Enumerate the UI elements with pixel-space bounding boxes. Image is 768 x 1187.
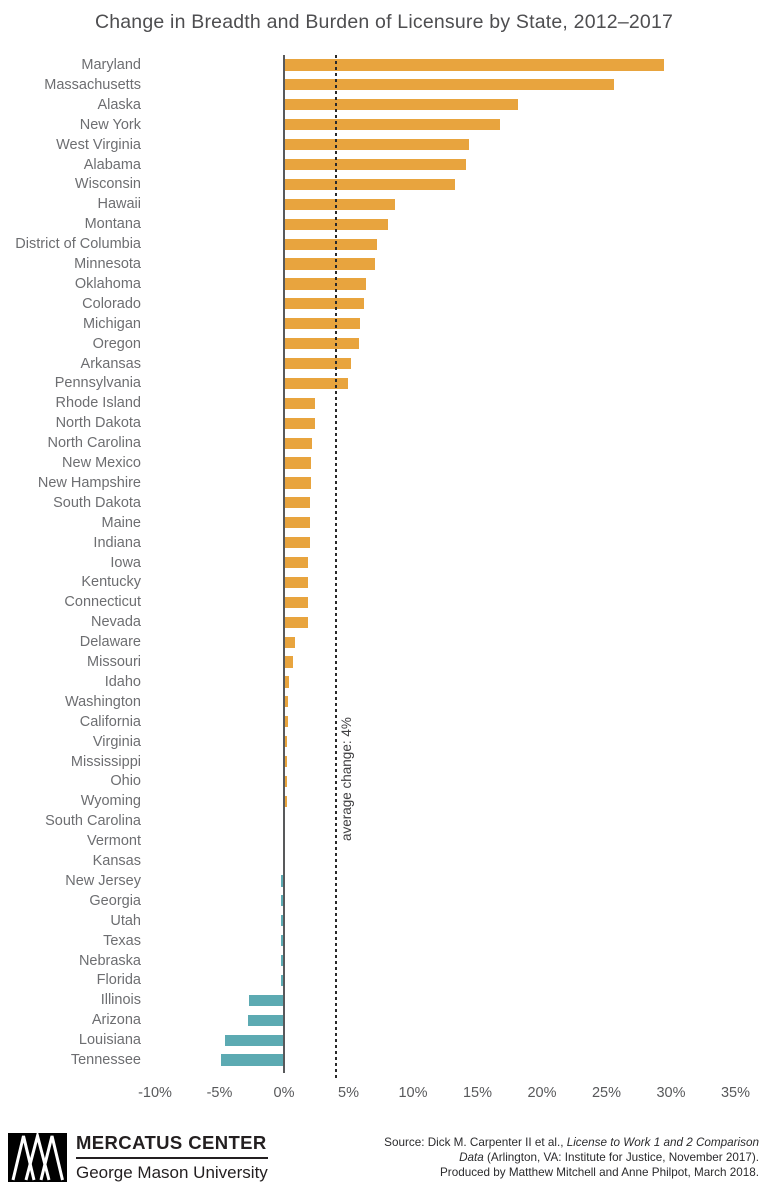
average-line-label: average change: 4% — [339, 717, 354, 841]
chart-row — [0, 155, 768, 175]
chart-row — [0, 572, 768, 592]
chart-row — [0, 831, 768, 851]
x-tick-label: 25% — [591, 1085, 622, 1101]
chart-row — [0, 871, 768, 891]
logo-org-name: MERCATUS CENTER — [76, 1134, 268, 1159]
chart-row — [0, 632, 768, 652]
chart-row — [0, 214, 768, 234]
chart-row — [0, 373, 768, 393]
x-tick-label: -10% — [138, 1085, 172, 1101]
chart-row — [0, 354, 768, 374]
chart-row — [0, 393, 768, 413]
chart-row — [0, 970, 768, 990]
chart-row — [0, 851, 768, 871]
state-bar — [285, 438, 312, 449]
state-label: South Dakota — [53, 494, 141, 511]
chart-row — [0, 612, 768, 632]
chart-row — [0, 652, 768, 672]
chart-row — [0, 433, 768, 453]
state-label: Washington — [64, 693, 141, 710]
state-bar — [285, 258, 375, 269]
state-label: North Carolina — [47, 435, 141, 452]
state-label: Wisconsin — [74, 176, 141, 193]
state-bar — [285, 756, 287, 767]
chart-row — [0, 75, 768, 95]
state-label: Hawaii — [97, 196, 141, 213]
state-label: Montana — [84, 216, 141, 233]
state-bar — [248, 1015, 283, 1026]
state-label: District of Columbia — [15, 236, 141, 253]
state-bar — [285, 119, 500, 130]
state-label: Michigan — [82, 315, 141, 332]
state-label: Oregon — [92, 335, 141, 352]
state-bar — [285, 517, 310, 528]
state-bar — [285, 637, 295, 648]
state-bar — [285, 537, 310, 548]
state-label: New Hampshire — [37, 474, 141, 491]
state-label: Florida — [96, 972, 141, 989]
state-label: Nebraska — [78, 952, 141, 969]
state-bar — [285, 736, 287, 747]
state-bar — [285, 358, 351, 369]
source-line-3: Produced by Matthew Mitchell and Anne Philpot, March 2018. — [440, 1166, 759, 1180]
state-bar — [249, 995, 283, 1006]
state-label: Rhode Island — [55, 395, 141, 412]
x-tick-label: 35% — [720, 1085, 751, 1101]
chart-row — [0, 174, 768, 194]
state-label: Massachusetts — [44, 76, 141, 93]
chart-row — [0, 732, 768, 752]
chart-row — [0, 990, 768, 1010]
state-bar — [285, 199, 395, 210]
state-bar — [225, 1035, 283, 1046]
state-label: Utah — [110, 912, 141, 929]
zero-axis-line — [283, 55, 285, 1073]
state-label: South Carolina — [45, 813, 141, 830]
chart-row — [0, 55, 768, 75]
chart-row — [0, 712, 768, 732]
chart-row — [0, 413, 768, 433]
chart-row — [0, 1050, 768, 1070]
state-label: Tennessee — [70, 1052, 141, 1069]
state-label: Colorado — [82, 295, 141, 312]
source-line-1: Source: Dick M. Carpenter II et al., License to Work 1 and 2 Comparison — [384, 1136, 759, 1149]
state-bar — [285, 99, 518, 110]
logo-university-name: George Mason University — [76, 1162, 268, 1182]
chart-title: Change in Breadth and Burden of Licensure by State, 2012–2017 — [94, 11, 674, 33]
state-label: Indiana — [93, 534, 141, 551]
state-bar — [285, 597, 308, 608]
state-bar — [285, 378, 348, 389]
state-label: Iowa — [110, 554, 141, 571]
state-label: Vermont — [87, 833, 141, 850]
state-label: Connecticut — [64, 594, 141, 611]
chart-row — [0, 334, 768, 354]
state-label: Texas — [103, 932, 141, 949]
state-bar — [285, 219, 388, 230]
average-line — [335, 55, 337, 1078]
state-label: Ohio — [110, 773, 141, 790]
chart-row — [0, 911, 768, 931]
state-bar — [285, 557, 308, 568]
state-bar — [285, 676, 289, 687]
state-label: Missouri — [87, 654, 141, 671]
state-label: Pennsylvania — [54, 375, 141, 392]
state-label: Kansas — [92, 853, 141, 870]
state-bar — [285, 656, 293, 667]
state-label: Louisiana — [78, 1032, 141, 1049]
state-label: Mississippi — [70, 753, 141, 770]
state-label: New Jersey — [65, 872, 141, 889]
state-bar — [285, 338, 359, 349]
chart-row — [0, 135, 768, 155]
mercatus-logo — [8, 1133, 268, 1183]
chart-row — [0, 791, 768, 811]
state-bar — [285, 418, 315, 429]
state-bar — [285, 696, 288, 707]
state-label: Georgia — [89, 892, 141, 909]
state-label: West Virginia — [56, 136, 141, 153]
state-label: North Dakota — [55, 415, 141, 432]
state-label: Idaho — [104, 673, 141, 690]
chart-row — [0, 672, 768, 692]
chart-row — [0, 553, 768, 573]
chart-row — [0, 951, 768, 971]
mercatus-logo-icon — [8, 1133, 67, 1182]
state-bar — [221, 1054, 283, 1065]
state-label: California — [79, 713, 141, 730]
state-label: Delaware — [79, 634, 141, 651]
state-label: Minnesota — [74, 256, 141, 273]
state-bar — [285, 617, 308, 628]
source-line-2: Data (Arlington, VA: Institute for Justice, November 2017). — [459, 1151, 759, 1165]
state-bar — [285, 577, 308, 588]
state-label: Arizona — [91, 1012, 141, 1029]
state-label: Oklahoma — [74, 275, 141, 292]
state-label: Illinois — [100, 992, 141, 1009]
state-label: Maryland — [81, 57, 141, 73]
chart-row — [0, 692, 768, 712]
x-tick-label: 10% — [398, 1085, 428, 1101]
chart-row — [0, 752, 768, 772]
chart-row — [0, 314, 768, 334]
state-label: Kentucky — [81, 574, 141, 591]
logo-text — [76, 1133, 268, 1183]
state-bar — [285, 239, 377, 250]
state-bar — [285, 179, 455, 190]
chart-row — [0, 592, 768, 612]
chart-row — [0, 234, 768, 254]
state-bar — [285, 796, 287, 807]
x-tick-label: 0% — [273, 1085, 295, 1101]
x-tick-label: 20% — [527, 1085, 557, 1101]
x-tick-label: 5% — [338, 1085, 359, 1101]
chart-row — [0, 95, 768, 115]
x-tick-label: 30% — [656, 1085, 686, 1101]
chart-row — [0, 274, 768, 294]
state-bar — [285, 139, 469, 150]
state-label: Maine — [101, 514, 141, 531]
state-bar — [285, 318, 360, 329]
x-tick-label: -5% — [206, 1085, 233, 1101]
footer — [0, 1125, 768, 1187]
state-label: Wyoming — [80, 793, 141, 810]
state-label: New Mexico — [62, 455, 141, 472]
state-bar — [285, 497, 310, 508]
state-label: New York — [79, 116, 141, 133]
state-label: Virginia — [92, 733, 141, 750]
chart-row — [0, 811, 768, 831]
chart-row — [0, 891, 768, 911]
chart-row — [0, 254, 768, 274]
state-bar — [285, 278, 366, 289]
state-label: Arkansas — [80, 355, 141, 372]
state-bar — [285, 457, 311, 468]
chart-row — [0, 1030, 768, 1050]
chart-row — [0, 931, 768, 951]
chart-row — [0, 194, 768, 214]
chart-row — [0, 513, 768, 533]
state-label: Alabama — [83, 156, 141, 173]
chart-row — [0, 453, 768, 473]
state-bar — [285, 59, 664, 70]
state-bar — [285, 298, 364, 309]
state-bar — [285, 159, 466, 170]
state-bar — [285, 776, 287, 787]
state-bar — [285, 477, 311, 488]
chart-row — [0, 473, 768, 493]
bar-chart — [0, 55, 768, 1175]
chart-row — [0, 771, 768, 791]
state-label: Alaska — [97, 96, 141, 113]
source-note — [384, 1135, 759, 1181]
chart-row — [0, 115, 768, 135]
chart-row — [0, 1010, 768, 1030]
chart-row — [0, 294, 768, 314]
state-label: Nevada — [91, 614, 141, 631]
chart-row — [0, 493, 768, 513]
chart-row — [0, 533, 768, 553]
x-tick-label: 15% — [462, 1085, 493, 1101]
state-bar — [285, 716, 288, 727]
state-bar — [285, 398, 315, 409]
